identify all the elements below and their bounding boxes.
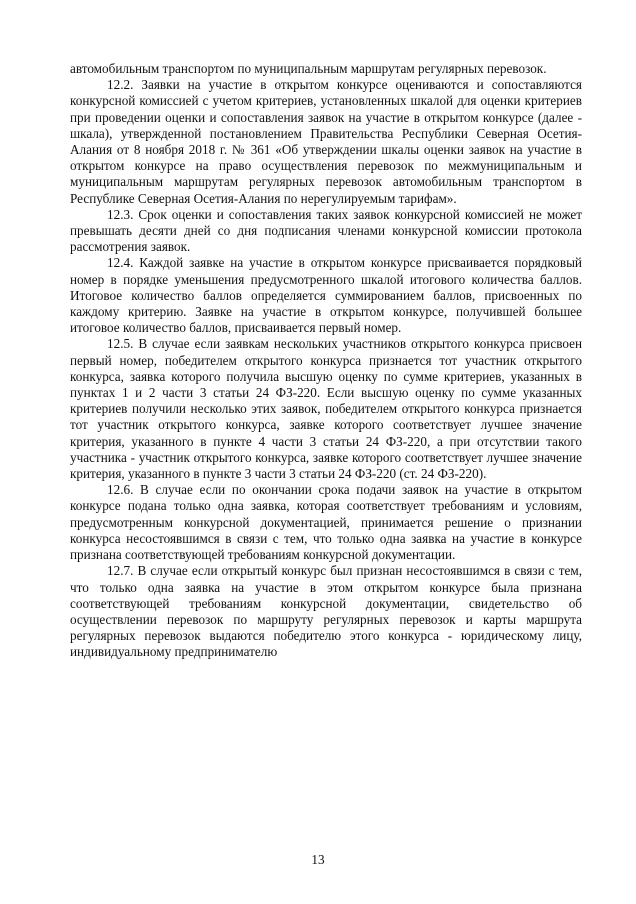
paragraph-continuation: автомобильным транспортом по муниципальным маршрутам регулярных перевозок. xyxy=(70,61,547,76)
paragraph-12-5: 12.5. В случае если заявкам нескольких участников открытого конкурса присвоен первый номер, победителем открытого конкурса признается тот участник открытого конкурса, заявка которого получила высшую оценку по сумме критериев, указанных в пунктах 1 и 2 части 3 статьи 24 ФЗ-220. Если высшую оценку по сумме указанных критериев получили несколько этих заявок, победителем открытого конкурса признается тот участник открытого конкурса, заявке которого соответствует лучшее значение критерия, указанного в пункте 4 части 3 статьи 24 ФЗ-220, а при отсутствии такого участника - участник открытого конкурса, заявке которого соответствует лучшее значение критерия, указанного в пункте 3 части 3 статьи 24 ФЗ-220 (ст. 24 ФЗ-220). xyxy=(70,336,582,482)
paragraph-12-7: 12.7. В случае если открытый конкурс был признан несостоявшимся в связи с тем, что только одна заявка на участие в этом открытом конкурсе была признана соответствующей требованиям конкурсной документации, свидетельство об осуществлении перевозок по маршруту регулярных перевозок и карты маршрута регулярных перевозок выдаются победителю этого конкурса - юридическому лицу, индивидуальному предпринимателю xyxy=(70,563,582,660)
paragraph-12-4: 12.4. Каждой заявке на участие в открытом конкурсе присваивается порядковый номер в порядке уменьшения предусмотренного шкалой итогового количества баллов. Итоговое количество баллов определяется суммированием баллов, присвоенных по каждому критерию. Заявке на участие в открытом конкурсе, получившей большее итоговое количество баллов, присваивается первый номер. xyxy=(70,255,582,336)
paragraph-12-3: 12.3. Срок оценки и сопоставления таких заявок конкурсной комиссией не может превышать десяти дней со дня подписания членами конкурсной комиссии протокола рассмотрения заявок. xyxy=(70,206,582,255)
page-number: 13 xyxy=(311,852,325,867)
paragraph-12-2: 12.2. Заявки на участие в открытом конкурсе оцениваются и сопоставляются конкурсной комиссией с учетом критериев, установленных шкалой для оценки критериев при проведении оценки и сопоставления заявок на участие в открытом конкурсе (далее - шкала), утвержденной постановлением Правительства Республики Северная Осетия-Алания от 8 ноября 2018 г. № 361 «Об утверждении шкалы оценки заявок на участие в открытом конкурсе на право осуществления перевозок по межмуниципальным и муниципальным маршрутам регулярных перевозок автомобильным транспортом в Республике Северная Осетия-Алания по нерегулируемым тарифам». xyxy=(70,77,582,206)
document-page xyxy=(70,61,582,661)
paragraph-12-6: 12.6. В случае если по окончании срока подачи заявок на участие в открытом конкурсе подана только одна заявка, которая соответствует требованиям и условиям, предусмотренным конкурсной документацией, принимается решение о признании конкурса несостоявшимся в связи с тем, что только одна заявка на участие в конкурсе признана соответствующей требованиям конкурсной документации. xyxy=(70,482,582,563)
